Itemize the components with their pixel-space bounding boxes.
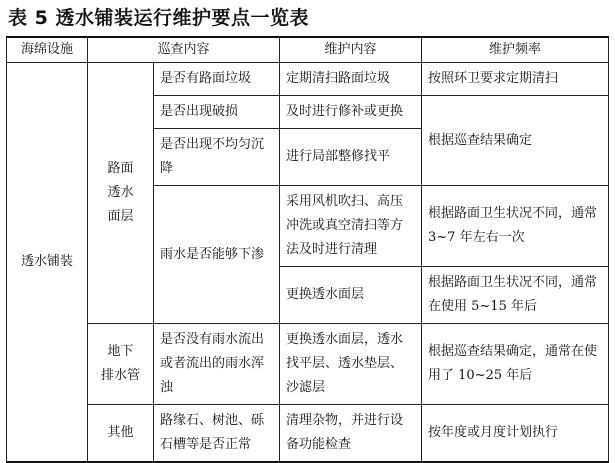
header-row <box>7 37 609 63</box>
facility-cell: 透水铺装 <box>7 63 88 463</box>
maintain-cell: 更换透水面层 <box>280 267 422 324</box>
maintain-cell: 更换透水面层，透水找平层、透水垫层、沙滤层 <box>280 324 422 405</box>
table-row <box>7 324 609 405</box>
freq-cell: 根据巡查结果确定 <box>422 96 609 186</box>
freq-cell: 根据路面卫生状况不同，通常在使用 5~15 年后 <box>422 267 609 324</box>
group-label-line: 排水管 <box>100 368 140 383</box>
group-label-line: 面层 <box>107 209 134 224</box>
table-row <box>7 405 609 463</box>
freq-cell: 按年度或月度计划执行 <box>422 405 609 463</box>
group-surface <box>88 63 154 324</box>
freq-cell: 按照环卫要求定期清扫 <box>422 63 609 96</box>
maintain-cell: 采用风机吹扫、高压冲洗或真空清扫等方法及时进行清理 <box>280 186 422 267</box>
header-facility: 海绵设施 <box>7 37 88 63</box>
group-other: 其他 <box>88 405 154 463</box>
check-cell: 是否有路面垃圾 <box>154 63 280 96</box>
header-inspection: 巡查内容 <box>88 37 280 63</box>
header-frequency: 维护频率 <box>422 37 609 63</box>
check-cell: 是否出现破损 <box>154 96 280 129</box>
maintenance-table <box>6 36 609 463</box>
maintain-cell: 定期清扫路面垃圾 <box>280 63 422 96</box>
freq-cell: 根据路面卫生状况不同，通常 3~7 年左右一次 <box>422 186 609 267</box>
maintain-cell: 清理杂物，并进行设备功能检查 <box>280 405 422 463</box>
group-label-line: 路面 <box>107 161 134 176</box>
check-cell: 雨水是否能够下渗 <box>154 186 280 324</box>
maintain-cell: 进行局部整修找平 <box>280 129 422 186</box>
check-cell: 是否没有雨水流出或者流出的雨水浑浊 <box>154 324 280 405</box>
group-label-line: 透水 <box>107 185 134 200</box>
maintain-cell: 及时进行修补或更换 <box>280 96 422 129</box>
group-label-line: 地下 <box>107 344 134 359</box>
header-maintenance: 维护内容 <box>280 37 422 63</box>
table-row <box>7 63 609 96</box>
table-title: 表 5 透水铺装运行维护要点一览表 <box>8 7 309 29</box>
check-cell: 路缘石、树池、砾石槽等是否正常 <box>154 405 280 463</box>
freq-cell: 根据巡查结果确定，通常在使用了 10~25 年后 <box>422 324 609 405</box>
check-cell: 是否出现不均匀沉降 <box>154 129 280 186</box>
group-drain <box>88 324 154 405</box>
